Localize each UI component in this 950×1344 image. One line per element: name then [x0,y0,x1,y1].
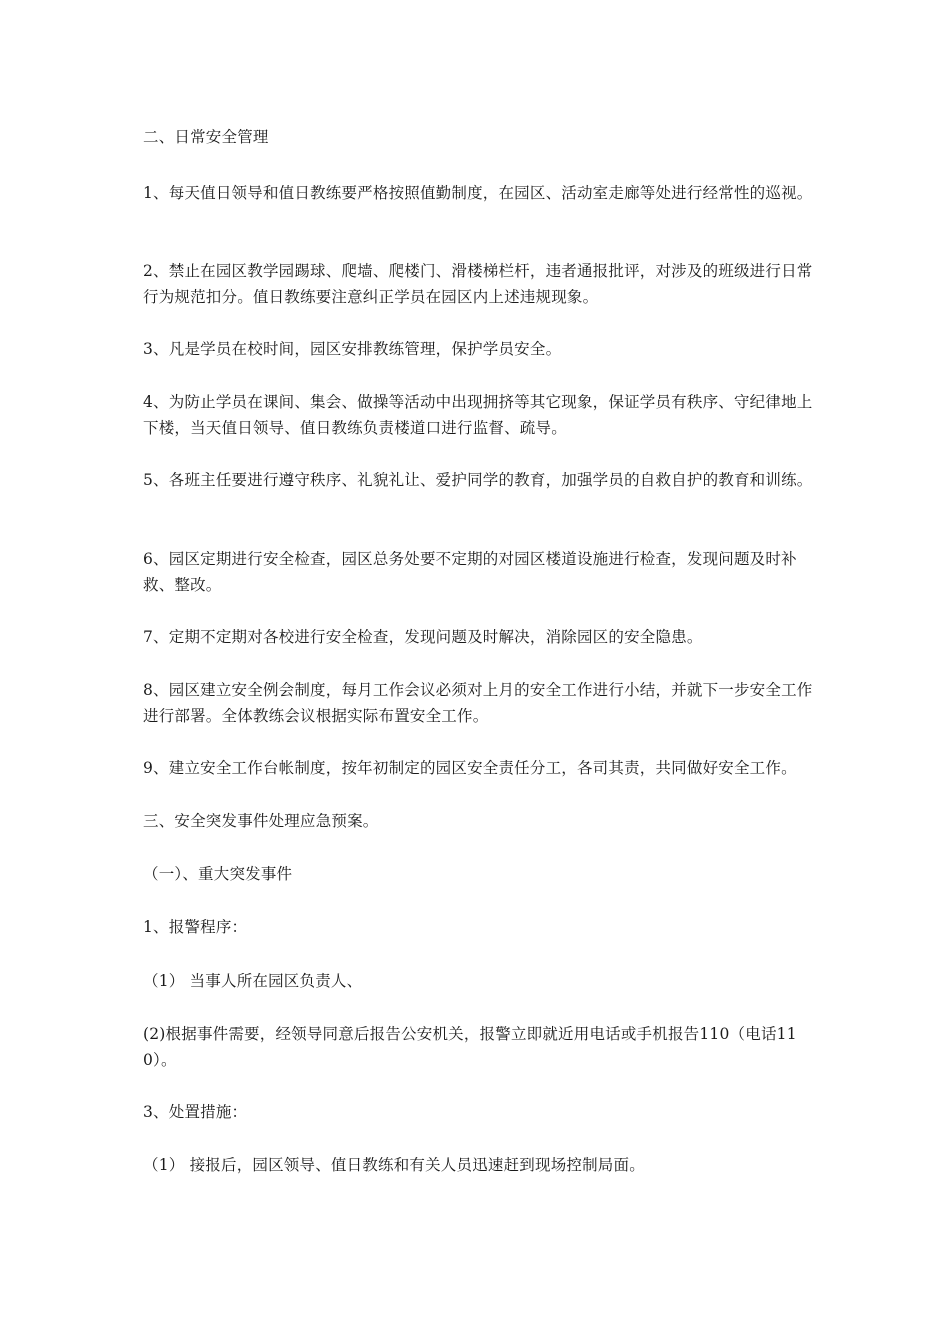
paragraph-item-5: 5、各班主任要进行遵守秩序、礼貌礼让、爱护同学的教育，加强学员的自救自护的教育和训练。 [143,471,813,489]
paragraph-item-6: 6、园区定期进行安全检查，园区总务处要不定期的对园区楼道设施进行检查，发现问题及时补救、整改。 [143,550,797,594]
paragraph-item-2: 2、禁止在园区教学园踢球、爬墙、爬楼门、滑楼梯栏杆，违者通报批评，对涉及的班级进行日常行为规范扣分。值日教练要注意纠正学员在园区内上述违规现象。 [143,262,813,306]
paragraph-item-7: 7、定期不定期对各校进行安全检查，发现问题及时解决，消除园区的安全隐患。 [143,628,703,646]
paragraph-item-8: 8、园区建立安全例会制度，每月工作会议必须对上月的安全工作进行小结，并就下一步安全工作进行部署。全体教练会议根据实际布置安全工作。 [143,681,813,725]
paragraph-alarm-step-1: （1） 当事人所在园区负责人、 [143,972,363,990]
paragraph-alarm-procedure: 1、报警程序： [143,918,248,936]
paragraph-alarm-step-2: (2)根据事件需要，经领导同意后报告公安机关，报警立即就近用电话或手机报告110（电话110）。 [143,1025,797,1069]
paragraph-item-9: 9、建立安全工作台帐制度，按年初制定的园区安全责任分工，各司其责，共同做好安全工作。 [143,759,797,777]
paragraph-item-1: 1、每天值日领导和值日教练要严格按照值勤制度，在园区、活动室走廊等处进行经常性的巡视。 [143,184,813,202]
subsection-heading-major-incidents: （一）、重大突发事件 [143,865,293,883]
paragraph-item-4: 4、为防止学员在课间、集会、做操等活动中出现拥挤等其它现象，保证学员有秩序、守纪律地上下楼，当天值日领导、值日教练负责楼道口进行监督、疏导。 [143,393,813,437]
paragraph-handling-measures: 3、处置措施： [143,1103,248,1121]
section-heading-emergency-plan: 三、安全突发事件处理应急预案。 [143,812,379,830]
paragraph-item-3: 3、凡是学员在校时间，园区安排教练管理，保护学员安全。 [143,340,562,358]
paragraph-handling-step-1: （1） 接报后，园区领导、值日教练和有关人员迅速赶到现场控制局面。 [143,1156,645,1174]
section-heading-daily-safety: 二、日常安全管理 [143,128,269,146]
